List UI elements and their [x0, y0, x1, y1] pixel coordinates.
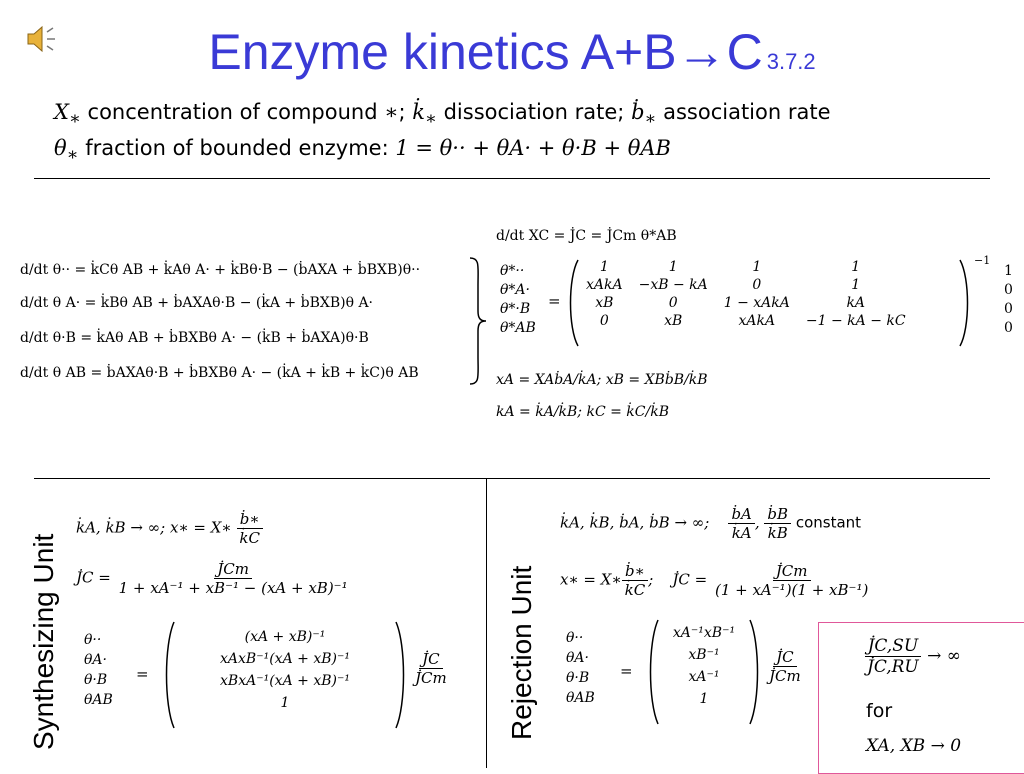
ru-x-lhs: x∗ = X∗ [560, 570, 622, 589]
ru-theta: θ·· [566, 630, 584, 646]
def-text: fraction of bounded enzyme: [78, 136, 396, 160]
rhs-entry: 1 [1004, 263, 1013, 279]
ru-theta: θ·B [566, 670, 590, 686]
ru-constant-text: constant [795, 513, 862, 532]
matrix-cell: xB [595, 295, 614, 311]
su-paren-left [162, 620, 176, 734]
matrix-cell: −1 − kA − kC [805, 313, 906, 329]
lhs-entry: θ*·B [500, 301, 531, 317]
su-theta: θ·B [84, 672, 108, 688]
matrix-cell: kA [846, 295, 866, 311]
x-definitions: xA = XAḃA/k̇A; xB = XBḃB/k̇B [496, 372, 708, 388]
su-theta-vector [84, 630, 113, 710]
su-ratio [412, 650, 450, 687]
lhs-entry: θ*·· [500, 263, 525, 279]
def-equation: 1 = θ·· + θA· + θ·B + θAB [395, 136, 671, 160]
ru-paren-left [646, 618, 660, 730]
matrix-cell: 1 [668, 259, 678, 275]
matrix-paren-right [958, 258, 972, 352]
rhs-vector [1004, 262, 1013, 338]
rejection-unit-label: Rejection Unit [506, 565, 537, 740]
def-text: dissociation rate; [436, 100, 632, 124]
rhs-entry: 0 [1004, 320, 1013, 336]
rate-equation: d/dt XC = J̇C = J̇Cm θ*AB [496, 228, 677, 244]
ru-theta-vector [566, 628, 595, 708]
su-frac-den: k̇C [239, 529, 260, 547]
matrix-cell: 0 [599, 313, 609, 329]
ru-ratio-num: J̇C [773, 648, 797, 667]
ru-limit-text: k̇A, k̇B, ḃA, ḃB → ∞; [560, 513, 710, 532]
divider-top [34, 178, 990, 179]
def-symbol: θ [54, 136, 67, 160]
def-symbol: k̇ [412, 100, 426, 124]
ode-1: d/dt θ·· = k̇Cθ AB + k̇Aθ A· + k̇Bθ·B − (ḃAXA + ḃBXB)θ·· [20, 262, 421, 278]
ru-frac-den: k̇A [731, 524, 752, 542]
divider-vertical [486, 478, 487, 768]
su-frac-num: ḃ∗ [237, 510, 263, 529]
definition-line-2: $\theta_∗$ fraction of bounded enzyme: 1 = θ·· + θA· + θ·B + θAB [54, 136, 671, 166]
ru-limit-line: k̇A, k̇B, ḃA, ḃB → ∞; $\frac{\text{ḃA}}{k̇A}$ , $\frac{\text{ḃB}}{k̇B}$ constant [560, 505, 862, 542]
su-vec-entry: 1 [280, 695, 290, 711]
ru-ratio-den: J̇Cm [769, 667, 801, 685]
su-jc-equation [76, 560, 351, 597]
ru-x-den: k̇C [624, 581, 646, 599]
matrix-cell: xB [664, 313, 683, 329]
ru-frac-num: ḃA [728, 505, 754, 524]
equals-sign: = [548, 292, 561, 310]
ode-3: d/dt θ·B = k̇Aθ AB + ḃBXBθ A· − (k̇B + ḃAXA)θ·B [20, 330, 369, 346]
ru-paren-right [748, 618, 762, 730]
matrix-cell: xAkA [738, 313, 776, 329]
ru-x-num: ḃ∗ [622, 562, 648, 581]
ru-jc-lhs: J̇C = [672, 570, 708, 589]
su-vec-entry: xAxB⁻¹(xA + xB)⁻¹ [220, 651, 350, 667]
su-equals: = [136, 665, 149, 683]
matrix-cell: 1 [851, 259, 861, 275]
box-arrow: → ∞ [927, 646, 961, 666]
rhs-entry: 0 [1004, 301, 1013, 317]
su-limit-line [76, 510, 263, 547]
matrix-cell: 0 [752, 277, 762, 293]
box-ratio [864, 636, 961, 677]
ode-brace [468, 256, 488, 390]
matrix-cell: 0 [668, 295, 678, 311]
section-number: 3.7.2 [766, 49, 816, 74]
synthesizing-unit-label: Synthesizing Unit [28, 533, 59, 750]
ru-frac-num: ḃB [764, 505, 791, 524]
ru-vec-entry: 1 [699, 691, 709, 707]
su-jc-num: J̇Cm [214, 560, 252, 579]
matrix-cell: 1 [851, 277, 861, 293]
k-definitions: kA = k̇A/k̇B; kC = k̇C/k̇B [496, 404, 669, 420]
matrix-cell: −xB − kA [638, 277, 708, 293]
ru-theta: θA· [566, 650, 589, 666]
ru-frac-den: k̇B [767, 524, 788, 542]
slide-title [0, 22, 1024, 92]
ru-vec-entry: xB⁻¹ [688, 647, 720, 663]
su-paren-right [394, 620, 408, 734]
definition-line-1: $X_∗$ concentration of compound ∗; $k̇_∗$ dissociation rate; ḃ$_∗$ association rate [54, 100, 831, 130]
box-for-text: for [866, 700, 893, 722]
su-ratio-den: J̇Cm [415, 669, 447, 687]
ode-4: d/dt θ AB = ḃAXAθ·B + ḃBXBθ A· − (k̇A + k̇B + k̇C)θ AB [20, 365, 419, 381]
su-vec-entry: xBxA⁻¹(xA + xB)⁻¹ [220, 673, 350, 689]
ru-vec-entry: xA⁻¹xB⁻¹ [672, 625, 736, 641]
matrix-cell: 1 [599, 259, 609, 275]
def-symbol: X [54, 100, 69, 124]
title-main: Enzyme kinetics A+B→C [208, 24, 763, 80]
matrix-cell: xAkA [586, 277, 623, 293]
ru-jc-num: J̇Cm [773, 562, 811, 581]
box-ratio-den: J̇C,RU [867, 657, 919, 677]
su-vector [180, 626, 390, 714]
ru-theta: θAB [566, 690, 595, 706]
def-text: ; [398, 100, 413, 124]
inverse-exponent: −1 [974, 254, 991, 267]
lhs-entry: θ*A· [500, 282, 530, 298]
def-symbol: ḃ [631, 100, 645, 124]
def-text: association rate [656, 100, 831, 124]
su-vec-entry: (xA + xB)⁻¹ [244, 629, 326, 645]
box-condition: XA, XB → 0 [866, 736, 962, 756]
su-theta: θA· [84, 652, 107, 668]
su-jc-lhs: J̇C = [76, 568, 111, 587]
def-subscript: ∗ [68, 109, 81, 130]
lhs-entry: θ*AB [500, 320, 536, 336]
su-theta: θ·· [84, 632, 102, 648]
rhs-entry: 0 [1004, 282, 1013, 298]
su-limit-text: k̇A, k̇B → ∞; x∗ = X∗ [76, 518, 232, 537]
su-ratio-num: J̇C [419, 650, 443, 669]
matrix-cell: 1 − xAkA [723, 295, 790, 311]
ode-2: d/dt θ A· = k̇Bθ AB + ḃAXAθ·B − (k̇A + ḃBXB)θ A· [20, 295, 374, 311]
divider-bottom [34, 478, 990, 479]
ru-vec-entry: xA⁻¹ [688, 669, 720, 685]
coefficient-matrix [578, 258, 914, 330]
ru-vector [662, 622, 746, 710]
ru-equals: = [620, 662, 633, 680]
def-text: concentration of compound [80, 100, 385, 124]
ru-x-jc-line: x∗ = X∗ $\frac{\text{ḃ∗}}{k̇C}$ ; J̇C = $\frac{J̇Cm}{\text{(1 + xA⁻¹)(1 + xB⁻¹)}}$ [560, 562, 871, 599]
matrix-cell: 1 [752, 259, 762, 275]
ru-jc-den: (1 + xA⁻¹)(1 + xB⁻¹) [714, 581, 869, 599]
ru-ratio [766, 648, 804, 685]
box-ratio-num: J̇C,SU [865, 636, 922, 657]
steady-state-lhs [500, 262, 536, 338]
def-symbol: ∗ [384, 100, 399, 124]
su-jc-den: 1 + xA⁻¹ + xB⁻¹ − (xA + xB)⁻¹ [118, 579, 348, 597]
su-theta: θAB [84, 692, 113, 708]
